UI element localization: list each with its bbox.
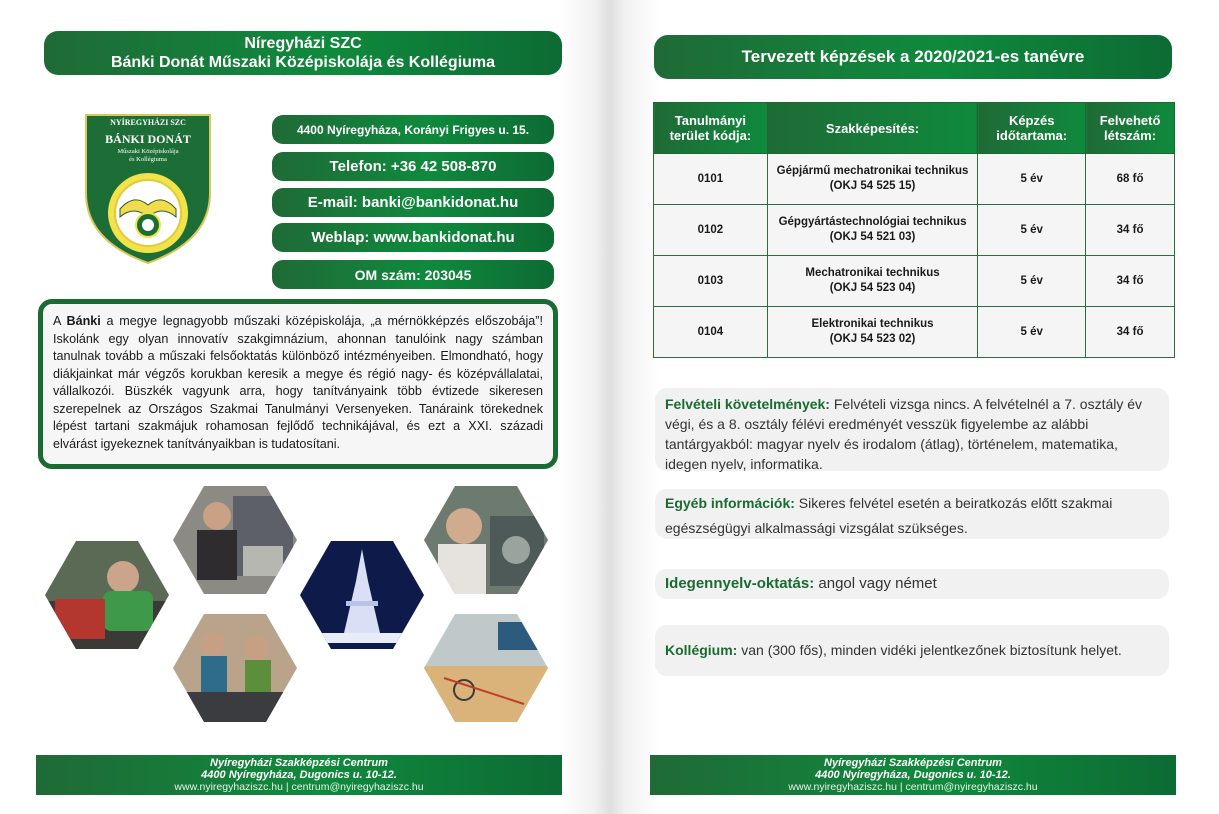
cell-code: 0101 [654,154,768,205]
photo-electronics-bench [424,614,548,722]
phone-pill[interactable]: Telefon: +36 42 508-870 [272,152,554,181]
footer-links[interactable]: www.nyiregyhaziszc.hu | centrum@nyiregyhaziszc.hu [788,781,1038,793]
header-qualification: Szakképesítés: [767,103,978,154]
cell-duration: 5 év [978,205,1086,256]
logo-sub1-text: Műszaki Középiskolája [117,148,179,155]
photo-workshop-machine [173,486,297,594]
cell-qualification [767,307,978,358]
about-prefix: A [53,314,67,328]
qualification-name: Mechatronikai technikus [805,267,940,279]
school-title-line2: Bánki Donát Műszaki Középiskolája és Kollégiuma [110,54,496,71]
photo-students-lab [173,614,297,722]
school-title-banner [44,31,562,75]
trainings-table [653,102,1175,358]
om-number-pill: OM szám: 203045 [272,260,554,289]
about-text: a megye legnagyobb műszaki középiskolája, „a mérnökképzés előszobája”! Iskolánk egy olyan innovatív szakgimnázium, ahonnan tanulóink nagy számban tanulnak tovább a műszaki felsőoktatás különböző intézményeiben. Elmondható, hogy diákjainkat már végzős korukban keresik a megye és régió nagy- és középvállalatai, vállalkozói. Büszkék vagyunk arra, hogy tanítványaink több évtizede sikeresen szerepelnek az Országos Szakmai Tanulmányi Versenyeken. Tanáraink törekednek lépést tartani szakmájuk rohamosan fejlődő technikájával, és ezt a XXI. századi elvárást igyekeznek tanítványaikban is tudatosítani. [53,314,543,451]
qualification-name: Elektronikai technikus [811,318,934,330]
admission-label: Felvételi követelmények: [665,396,830,412]
trainings-title-banner: Tervezett képzések a 2020/2021-es tanévre [654,35,1172,79]
other-info-box [655,489,1169,539]
footer-org-name: Nyíregyházi Szakképzési Centrum [824,757,1002,769]
qualification-okj: (OKJ 54 523 02) [829,333,916,345]
dormitory-label: Kollégium: [665,642,738,658]
table-row [654,256,1175,307]
footer-address: 4400 Nyíregyháza, Dugonics u. 10-12. [815,769,1011,781]
website-pill[interactable]: Weblap: www.bankidonat.hu [272,223,554,252]
photo-lathe-operator [424,486,548,594]
header-code: Tanulmányi terület kódja: [654,103,768,154]
email-pill[interactable]: E-mail: banki@bankidonat.hu [272,188,554,217]
admission-text: Felvételi vizsga nincs. A felvételnél a 7. osztály év végi, és a 8. osztály félévi eredményét vesszük figyelembe az alábbi tantárgyakból: magyar nyelv és irodalom (átlag), történelem, matematika, idegen nyelv, informatika. [665,396,1143,472]
qualification-okj: (OKJ 54 523 04) [829,282,916,294]
other-info-text: Sikeres felvétel esetén a beiratkozás előtt szakmai egészségügyi alkalmassági vizsgálat szükséges. [665,495,1113,536]
cell-code: 0104 [654,307,768,358]
cell-capacity: 68 fő [1086,154,1175,205]
table-row [654,307,1175,358]
footer-address: 4400 Nyíregyháza, Dugonics u. 10-12. [201,769,397,781]
page-spine [560,0,660,814]
school-title-line1: Níregyházi SZC [244,35,362,52]
cell-capacity: 34 fő [1086,256,1175,307]
qualification-name: Gépjármű mechatronikai technikus [776,165,969,177]
language-label: Idegennyelv-oktatás: [665,575,815,592]
logo-top-text: NYÍREGYHÁZI SZC [110,118,186,127]
logo-name-text: BÁNKI DONÁT [105,132,191,146]
cell-duration: 5 év [978,307,1086,358]
right-footer [650,755,1176,795]
logo-sun-emblem [108,173,188,253]
photo-eiffel-model [300,541,424,649]
table-header-row [654,103,1175,154]
cell-qualification [767,205,978,256]
table-row [654,205,1175,256]
cell-qualification [767,154,978,205]
header-capacity: Felvehető létszám: [1086,103,1175,154]
language-box [655,569,1169,599]
cell-capacity: 34 fő [1086,205,1175,256]
qualification-okj: (OKJ 54 525 15) [829,180,916,192]
footer-links[interactable]: www.nyiregyhaziszc.hu | centrum@nyiregyhaziszc.hu [174,781,424,793]
cell-code: 0102 [654,205,768,256]
qualification-name: Gépgyártástechnológiai technikus [778,216,967,228]
header-duration: Képzés időtartama: [978,103,1086,154]
address-pill: 4400 Nyíregyháza, Korányi Frigyes u. 15. [272,115,554,144]
admission-requirements-box [655,388,1169,471]
dormitory-text: van (300 fős), minden vidéki jelentkezőnek biztosítunk helyet. [737,642,1122,658]
cell-code: 0103 [654,256,768,307]
other-info-label: Egyéb információk: [665,495,795,511]
about-school-box [38,299,558,469]
dormitory-box [655,625,1169,676]
cell-duration: 5 év [978,154,1086,205]
photo-student-engine [45,541,169,649]
left-footer [36,755,562,795]
cell-duration: 5 év [978,256,1086,307]
cell-qualification [767,256,978,307]
about-bold-name: Bánki [66,314,101,328]
table-row [654,154,1175,205]
qualification-okj: (OKJ 54 521 03) [829,231,916,243]
cell-capacity: 34 fő [1086,307,1175,358]
language-text: angol vagy német [814,575,937,592]
school-logo [84,113,212,265]
logo-sub2-text: és Kollégiuma [129,156,167,163]
footer-org-name: Nyíregyházi Szakképzési Centrum [210,757,388,769]
